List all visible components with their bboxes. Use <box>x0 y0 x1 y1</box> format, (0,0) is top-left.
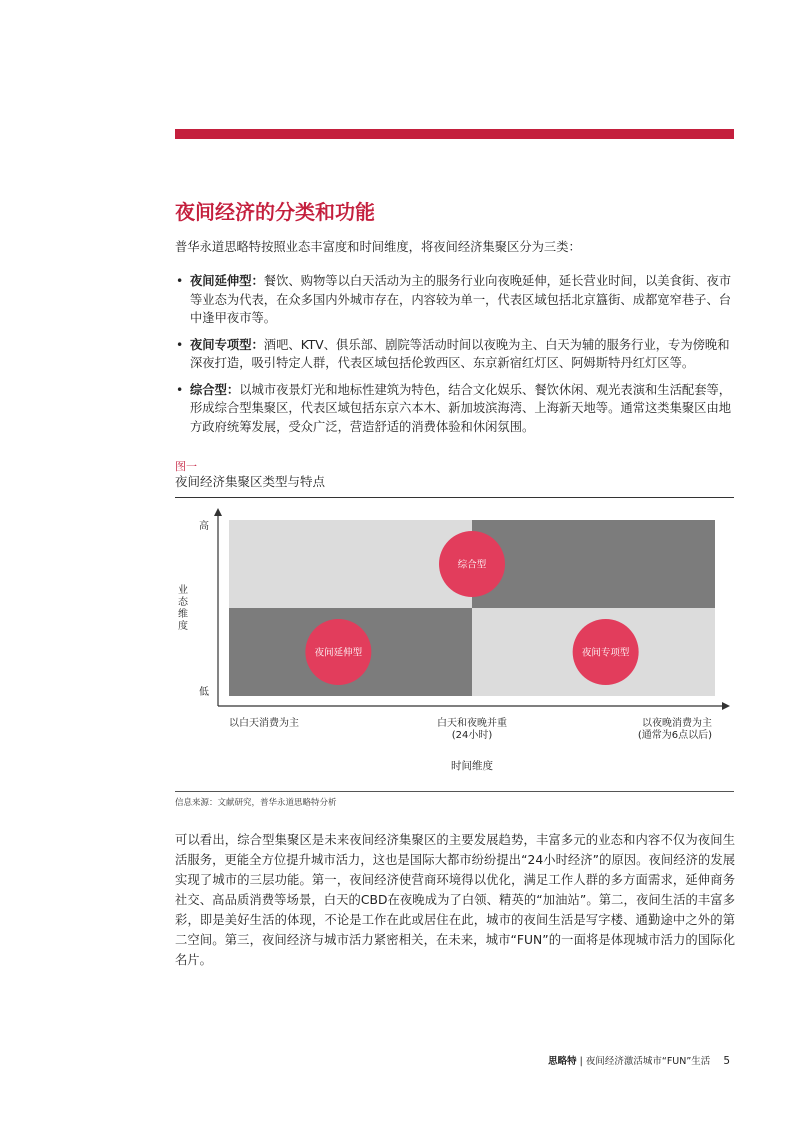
x-tick-sublabel: (通常为6点以后) <box>637 730 712 741</box>
y-axis-low-label: 低 <box>199 687 209 698</box>
x-axis-title: 时间维度 <box>451 760 493 772</box>
quadrant-top-left <box>229 520 472 608</box>
point-label: 夜间专项型 <box>581 647 630 659</box>
bullet-icon: • <box>176 382 184 397</box>
x-axis-arrow-icon <box>722 702 730 710</box>
list-item-text: 餐饮、购物等以白天活动为主的服务行业向夜晚延伸，延长营业时间，以美食街、夜市等业态为代表，在众多国内外城市存在，内容较为单一，代表区域包括北京簋街、成都宽窄巷子、台中逢甲夜市等。 <box>190 274 732 325</box>
x-tick-label: 白天和夜晚并重 <box>437 718 507 729</box>
page-title: 夜间经济的分类和功能 <box>175 200 375 224</box>
y-axis-title-char: 业 <box>178 585 188 596</box>
x-tick-sublabel: (24小时) <box>451 730 493 741</box>
list-item-term: 综合型： <box>190 382 240 397</box>
body-paragraph: 可以看出，综合型集聚区是未来夜间经济集聚区的主要发展趋势，丰富多元的业态和内容不仅为夜间生活服务，更能全方位提升城市活力，这也是国际大都市纷纷提出“24小时经济”的原因。夜间经济的发展实现了城市的三层功能。第一，夜间经济使营商环境得以优化，满足工作人群的多方面需求，延伸商务社交、高品质消费等场景，白天的CBD在夜晚成为了白领、精英的“加油站”。第二，夜间生活的丰富多彩，即是美好生活的体现，不论是工作在此或居住在此，城市的夜间生活是写字楼、通勤途中之外的第二空间。第三，夜间经济与城市活力紧密相关，在未来，城市“FUN”的一面将是体现城市活力的国际化名片。 <box>175 833 735 967</box>
y-axis-arrow-icon <box>214 508 222 516</box>
header-accent-bar <box>175 129 734 139</box>
y-axis-title <box>178 583 189 632</box>
x-tick-label: 以白天消费为主 <box>229 718 299 729</box>
y-axis-title-char: 维 <box>178 609 188 620</box>
source-divider <box>175 791 734 792</box>
page-number: 5 <box>723 1055 730 1067</box>
point-label: 夜间延伸型 <box>314 647 363 659</box>
list-item-term: 夜间延伸型： <box>190 274 264 288</box>
footer-title: 夜间经济激活城市“FUN”生活 <box>585 1056 711 1067</box>
quadrant-chart <box>175 505 735 795</box>
quadrant-top-right <box>472 520 715 608</box>
intro-paragraph: 普华永道思略特按照业态丰富度和时间维度，将夜间经济集聚区分为三类： <box>175 240 581 254</box>
list-item-term: 夜间专项型： <box>190 337 264 352</box>
y-axis-high-label: 高 <box>199 521 209 532</box>
list-item <box>175 336 735 373</box>
page-footer <box>548 1053 730 1067</box>
point-label: 综合型 <box>457 559 487 571</box>
y-axis-title-char: 度 <box>178 621 188 632</box>
footer-brand: 思略特 <box>548 1056 577 1067</box>
x-tick-label: 以夜晚消费为主 <box>642 718 712 729</box>
list-item <box>175 381 735 437</box>
footer-separator: | <box>579 1056 586 1067</box>
figure-source: 信息来源：文献研究，普华永道思略特分析 <box>175 798 337 808</box>
bullet-icon: • <box>176 274 184 288</box>
bullet-icon: • <box>176 337 184 352</box>
figure-label: 图一 <box>175 460 197 473</box>
list-item-text: 以城市夜景灯光和地标性建筑为特色，结合文化娱乐、餐饮休闲、观光表演和生活配套等，形成综合型集聚区，代表区域包括东京六本木、新加坡滨海湾、上海新天地等。通常这类集聚区由地方政府统筹发展，受众广泛，营造舒适的消费体验和休闲氛围。 <box>190 382 732 434</box>
figure-title: 夜间经济集聚区类型与特点 <box>175 474 326 489</box>
list-item <box>175 272 735 328</box>
figure-divider <box>175 497 734 498</box>
category-list <box>175 272 735 444</box>
list-item-text: 酒吧、KTV、俱乐部、剧院等活动时间以夜晚为主、白天为辅的服务行业，专为傍晚和深夜打造，吸引特定人群，代表区域包括伦敦西区、东京新宿红灯区、阿姆斯特丹红灯区等。 <box>190 337 730 370</box>
y-axis-title-char: 态 <box>178 597 188 608</box>
